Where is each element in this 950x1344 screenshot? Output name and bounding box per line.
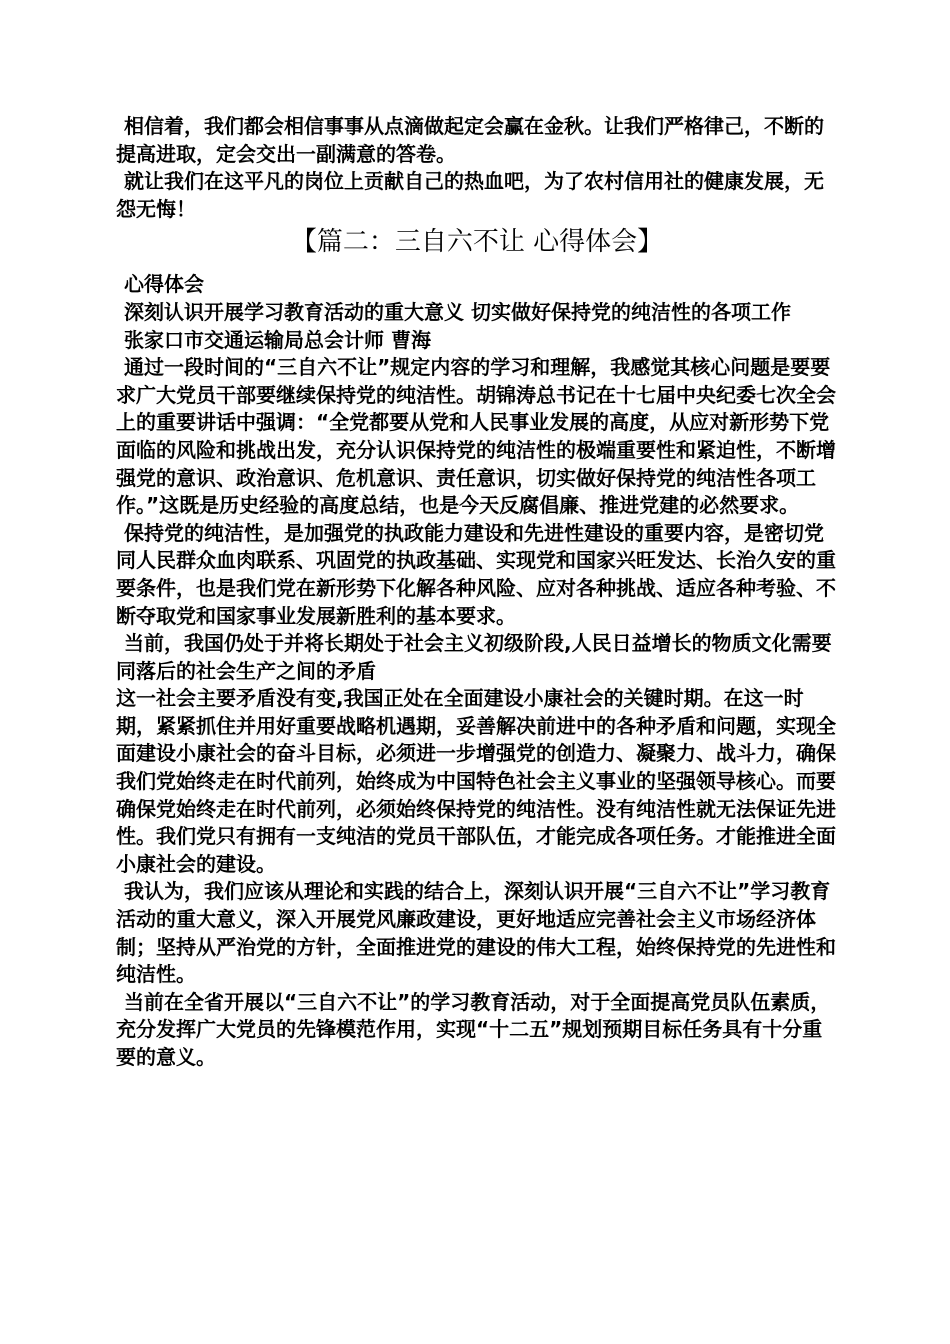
body-paragraph: 我认为，我们应该从理论和实践的结合上，深刻认识开展“三自六不让”学习教育活动的重大意义，深入开展党风廉政建设，更好地适应完善社会主义市场经济体制；坚持从严治党的方针，全面推进党的建设的伟大工程，始终保持党的先进性和纯洁性。 [116, 879, 836, 987]
author-line: 张家口市交通运输局总会计师 曹海 [124, 327, 431, 352]
body-paragraph: 保持党的纯洁性，是加强党的执政能力建设和先进性建设的重要内容，是密切党同人民群众血肉联系、巩固党的执政基础、实现党和国家兴旺发达、长治久安的重要条件，也是我们党在新形势下化解各种风险、应对各种挑战、适应各种考验、不断夺取党和国家事业发展新胜利的基本要求。 [116, 520, 836, 628]
document-page [116, 113, 838, 1072]
heading: 心得体会 [124, 272, 204, 297]
body-paragraph: 当前，我国仍处于并将长期处于社会主义初级阶段,人民日益增长的物质文化需要同落后的社会生产之间的矛盾 [116, 631, 832, 683]
body-paragraph: 这一社会主要矛盾没有变,我国正处在全面建设小康社会的关键时期。在这一时期，紧紧抓住并用好重要战略机遇期，妥善解决前进中的各种矛盾和问题，实现全面建设小康社会的奋斗目标，必须进一步增强党的创造力、凝聚力、战斗力，确保我们党始终走在时代前列，始终成为中国特色社会主义事业的坚强领导核心。而要确保党始终走在时代前列，必须始终保持党的纯洁性。没有纯洁性就无法保证先进性。我们党只有拥有一支纯洁的党员干部队伍，才能完成各项任务。才能推进全面小康社会的建设。 [116, 686, 836, 876]
section-title: 【篇二：三自六不让 心得体会】 [290, 227, 664, 258]
body-paragraph: 通过一段时间的“三自六不让”规定内容的学习和理解，我感觉其核心问题是要要求广大党员干部要继续保持党的纯洁性。胡锦涛总书记在十七届中央纪委七次全会上的重要讲话中强调：“全党都要从党和人民事业发展的高度，从应对新形势下党面临的风险和挑战出发，充分认识保持党的纯洁性的极端重要性和紧迫性，不断增强党的意识、政治意识、危机意识、责任意识，切实做好保持党的纯洁性各项工作。”这既是历史经验的高度总结，也是今天反腐倡廉、推进党建的必然要求。 [116, 355, 836, 518]
body-paragraph: 当前在全省开展以“三自六不让”的学习教育活动，对于全面提高党员队伍素质，充分发挥广大党员的先锋模范作用，实现“十二五”规划预期目标任务具有十分重要的意义。 [116, 989, 831, 1069]
subtitle: 深刻认识开展学习教育活动的重大意义 切实做好保持党的纯洁性的各项工作 [124, 299, 791, 324]
intro-paragraph: 相信着，我们都会相信事事从点滴做起定会赢在金秋。让我们严格律己，不断的提高进取，定会交出一副满意的答卷。 [116, 114, 824, 166]
intro-paragraph: 就让我们在这平凡的岗位上贡献自己的热血吧，为了农村信用社的健康发展，无怨无悔！ [116, 169, 824, 221]
